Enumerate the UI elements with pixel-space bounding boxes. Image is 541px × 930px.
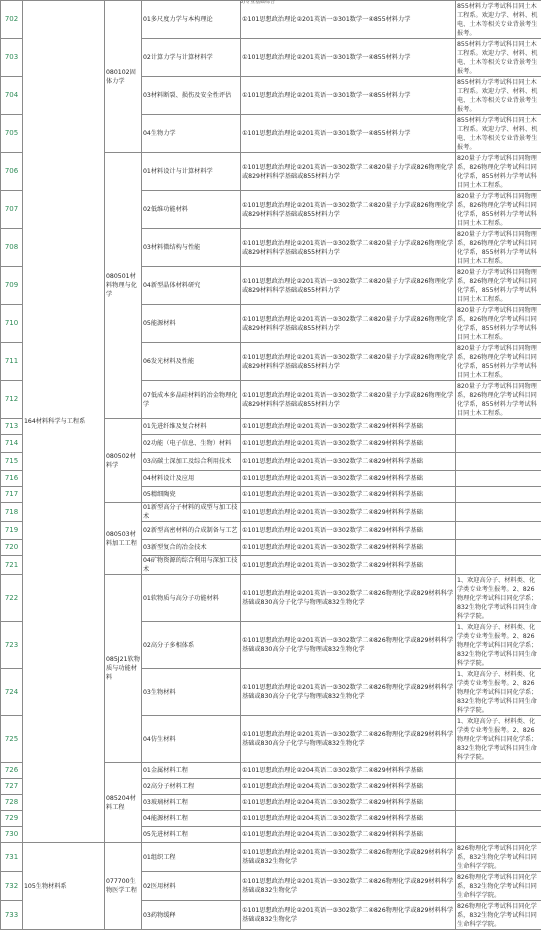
exam-subjects-cell: ①101思想政治理论②204英语二③302数学二④829材料科学基础 [241,827,456,843]
remarks-cell: 820量子力学考试科目同物理系，826物理化学考试科目同化学系，855材料力学考试科目同土木工程系。 [456,229,541,267]
research-direction-cell: 04材料设计及应用 [142,471,241,487]
exam-subjects-cell: ①101思想政治理论②201英语一③301数学一④855材料力学 [241,115,456,153]
exam-subjects-cell: ①101思想政治理论②204英语二③302数学二④829材料科学基础 [241,763,456,779]
remarks-cell: 820量子力学考试科目同物理系，826物理化学考试科目同化学系，855材料力学考试科目同土木工程系。 [456,343,541,381]
exam-subjects-cell: ①101思想政治理论②201英语一③301数学一④855材料力学 [241,1,456,39]
exam-subjects-cell: ①101思想政治理论②201英语一③302数学二④829材料科学基础 [241,503,456,522]
remarks-cell: 855材料力学考试科目同土木工程系。欢迎力学、材料、机电、土木等相关专业背景考生报考。 [456,77,541,115]
row-number: 723 [1,622,23,669]
row-number: 720 [1,540,23,556]
remarks-cell [456,522,541,540]
research-direction-cell: 07低成本多晶硅材料的冶金物理化学 [142,381,241,419]
research-direction-cell: 03材料断裂、损伤及安全性评估 [142,77,241,115]
research-direction-cell: 03材料微结构与性能 [142,229,241,267]
remarks-cell [456,795,541,811]
remarks-cell: 820量子力学考试科目同物理系，826物理化学考试科目同化学系，855材料力学考试科目同土木工程系。 [456,305,541,343]
remarks-cell: 826物理化学考试科目同化学系，832生物化学考试科目同生命科学学院。 [456,872,541,901]
remarks-cell: 820量子力学考试科目同物理系，826物理化学考试科目同化学系，855材料力学考试科目同土木工程系。 [456,267,541,305]
exam-subjects-cell: ①101思想政治理论②201英语一③302数学二④829材料科学基础 [241,471,456,487]
row-number: 714 [1,435,23,453]
exam-subjects-cell: ①101思想政治理论②201英语一③302数学二④826物理化学或829材料科学基础或832生物化学 [241,843,456,872]
major-cell: 080503材料加工工程 [105,503,142,575]
remarks-cell: 820量子力学考试科目同物理系，826物理化学考试科目同化学系，855材料力学考试科目同土木工程系。 [456,191,541,229]
research-direction-cell: 02低维功能材料 [142,191,241,229]
row-number: 731 [1,843,23,872]
department-cell: 164材料科学与工程系 [23,1,105,843]
exam-subjects-cell: ①101思想政治理论②201英语一③302数学二④826物理化学或829材料科学基础或830高分子化学与物理或832生物化学 [241,575,456,622]
table-row [1,843,541,872]
department-cell: 105生物材料系 [23,843,105,930]
remarks-cell: 855材料力学考试科目同土木工程系。欢迎力学、材料、机电、土木等相关专业背景考生报考。 [456,39,541,77]
remarks-cell [456,811,541,827]
exam-subjects-cell: ①101思想政治理论②201英语一③302数学二④826物理化学或829材料科学基础或830高分子化学与物理或832生物化学 [241,669,456,716]
row-number: 718 [1,503,23,522]
major-cell: 080502材料学 [105,419,142,503]
research-direction-cell: 01多尺度力学与本构理论 [142,1,241,39]
exam-subjects-cell: ①101思想政治理论②204英语二③302数学二④829材料科学基础 [241,811,456,827]
major-cell: 077700生物医学工程 [105,843,142,930]
research-direction-cell: 03玻璃材料工程 [142,795,241,811]
research-direction-cell: 02功能（电子信息、生物）材料 [142,435,241,453]
research-direction-cell: 04生物力学 [142,115,241,153]
research-direction-cell: 02计算力学与计算材料学 [142,39,241,77]
exam-subjects-cell: ①101思想政治理论②201英语一③302数学二④820量子力学或826物理化学或829材料科学基础或855材料力学 [241,153,456,191]
exam-subjects-cell: ①101思想政治理论②201英语一③302数学二④826物理化学或829材料科学基础或830高分子化学与物理或832生物化学 [241,716,456,763]
row-number: 704 [1,77,23,115]
row-number: 702 [1,1,23,39]
remarks-cell: 820量子力学考试科目同物理系，826物理化学考试科目同化学系，855材料力学考试科目同土木工程系。 [456,381,541,419]
row-number: 728 [1,795,23,811]
research-direction-cell: 04能源材料工程 [142,811,241,827]
research-direction-cell: 01先进纤维及复合材料 [142,419,241,435]
remarks-cell: 1、欢迎高分子、材料类、化学类专业考生报考。2、826物理化学考试科目同化学系；832生物化学考试科目同生命科学学院。 [456,622,541,669]
remarks-cell [456,556,541,575]
row-number: 711 [1,343,23,381]
row-number: 707 [1,191,23,229]
row-number: 725 [1,716,23,763]
remarks-cell: 1、欢迎高分子、材料类、化学类专业考生报考。2、826物理化学考试科目同化学系；832生物化学考试科目同生命科学学院。 [456,669,541,716]
remarks-cell: 826物理化学考试科目同化学系，832生物化学考试科目同生命科学学院。 [456,843,541,872]
remarks-cell [456,540,541,556]
row-number: 726 [1,763,23,779]
row-number: 712 [1,381,23,419]
research-direction-cell: 04仿生材料 [142,716,241,763]
row-number: 721 [1,556,23,575]
research-direction-cell: 05先进材料工程 [142,827,241,843]
row-number: 708 [1,229,23,267]
row-number: 722 [1,575,23,622]
research-direction-cell: 02高分子多相体系 [142,622,241,669]
major-cell: 085J21软物质与功能材料 [105,575,142,763]
row-number: 727 [1,779,23,795]
research-direction-cell: 02医用材料 [142,872,241,901]
research-direction-cell: 05精细陶瓷 [142,487,241,503]
remarks-cell: 826物理化学考试科目同化学系，832生物化学考试科目同生命科学学院。 [456,901,541,930]
row-number: 703 [1,39,23,77]
row-number: 732 [1,872,23,901]
research-direction-cell: 01金属材料工程 [142,763,241,779]
exam-subjects-cell: ①101思想政治理论②201英语一③302数学二④826物理化学或829材料科学基础或832生物化学 [241,901,456,930]
exam-subjects-cell: ①101思想政治理论②201英语一③302数学二④820量子力学或826物理化学或829材料科学基础或855材料力学 [241,267,456,305]
exam-subjects-cell: ①101思想政治理论②201英语一③302数学二④829材料科学基础 [241,435,456,453]
exam-subjects-cell: ①101思想政治理论②201英语一③302数学二④820量子力学或826物理化学或829材料科学基础或855材料力学 [241,343,456,381]
research-direction-cell: 03新型复合的冶金技术 [142,540,241,556]
row-number: 719 [1,522,23,540]
row-number: 705 [1,115,23,153]
research-direction-cell: 02新型高密材料的合成制备与工艺 [142,522,241,540]
remarks-cell: 855材料力学考试科目同土木工程系。欢迎力学、材料、机电、土木等相关专业背景考生报考。 [456,1,541,39]
exam-subjects-cell: ①101思想政治理论②204英语二③302数学二④829材料科学基础 [241,779,456,795]
research-direction-cell: 02高分子材料工程 [142,779,241,795]
remarks-cell: 1、欢迎高分子、材料类、化学类专业考生报考。2、826物理化学考试科目同化学系；832生物化学考试科目同生命科学学院。 [456,716,541,763]
remarks-cell [456,419,541,435]
remarks-cell [456,827,541,843]
row-number: 716 [1,471,23,487]
major-cell: 080501材料物理与化学 [105,153,142,419]
row-number: 713 [1,419,23,435]
row-number: 724 [1,669,23,716]
row-number: 729 [1,811,23,827]
remarks-cell: 1、欢迎高分子、材料类、化学类专业考生报考。2、826物理化学考试科目同化学系；832生物化学考试科目同生命科学学院。 [456,575,541,622]
row-number: 717 [1,487,23,503]
row-number: 733 [1,901,23,930]
row-number: 715 [1,453,23,471]
exam-subjects-cell: ①101思想政治理论②201英语一③302数学二④829材料科学基础 [241,419,456,435]
exam-subjects-cell: ①101思想政治理论②201英语一③302数学二④820量子力学或826物理化学或829材料科学基础或855材料力学 [241,381,456,419]
major-cell: 080102固体力学 [105,1,142,153]
table-row [1,1,541,39]
remarks-cell: 855材料力学考试科目同土木工程系。欢迎力学、材料、机电、土木等相关专业背景考生报考。 [456,115,541,153]
major-cell: 085204材料工程 [105,763,142,843]
exam-subjects-cell: ①101思想政治理论②201英语一③302数学二④826物理化学或829材料科学基础或830高分子化学与物理或832生物化学 [241,622,456,669]
exam-subjects-cell: ①101思想政治理论②201英语一③302数学二④820量子力学或826物理化学或829材料科学基础或855材料力学 [241,305,456,343]
exam-subjects-cell: ①101思想政治理论②201英语一③302数学二④820量子力学或826物理化学或829材料科学基础或855材料力学 [241,191,456,229]
remarks-cell [456,779,541,795]
row-number: 710 [1,305,23,343]
remarks-cell: 820量子力学考试科目同物理系，826物理化学考试科目同化学系，855材料力学考试科目同土木工程系。 [456,153,541,191]
research-direction-cell: 01材料设计与计算材料学 [142,153,241,191]
exam-subjects-cell: ①101思想政治理论②201英语一③302数学二④829材料科学基础 [241,522,456,540]
row-number: 730 [1,827,23,843]
exam-subjects-cell: ①101思想政治理论②201英语一③302数学二④820量子力学或826物理化学或829材料科学基础或855材料力学 [241,229,456,267]
remarks-cell [456,435,541,453]
research-direction-cell: 04矿物资源的综合利用与深加工技术 [142,556,241,575]
research-direction-cell: 05能源材料 [142,305,241,343]
row-number: 709 [1,267,23,305]
research-direction-cell: 01软物质与高分子功能材料 [142,575,241,622]
top-cut-text: 3)专业基础综合 [240,0,276,5]
exam-subjects-cell: ①101思想政治理论②201英语一③302数学二④826物理化学或829材料科学基础或832生物化学 [241,872,456,901]
remarks-cell [456,763,541,779]
exam-subjects-cell: ①101思想政治理论②201英语一③302数学二④829材料科学基础 [241,453,456,471]
remarks-cell [456,471,541,487]
exam-subjects-cell: ①101思想政治理论②201英语一③302数学二④829材料科学基础 [241,540,456,556]
exam-subjects-cell: ①101思想政治理论②204英语二③302数学二④829材料科学基础 [241,795,456,811]
exam-subjects-cell: ①101思想政治理论②201英语一③301数学一④855材料力学 [241,77,456,115]
remarks-cell [456,503,541,522]
research-direction-cell: 06发光材料及性能 [142,343,241,381]
row-number: 706 [1,153,23,191]
exam-subjects-cell: ①101思想政治理论②201英语一③302数学二④829材料科学基础 [241,487,456,503]
remarks-cell [456,487,541,503]
exam-subjects-cell: ①101思想政治理论②201英语一③301数学一④855材料力学 [241,39,456,77]
research-direction-cell: 03高碳土深加工及综合利用技术 [142,453,241,471]
exam-subjects-cell: ①101思想政治理论②201英语一③302数学二④829材料科学基础 [241,556,456,575]
research-direction-cell: 04新型晶体材料研究 [142,267,241,305]
remarks-cell [456,453,541,471]
research-direction-cell: 01组织工程 [142,843,241,872]
research-direction-cell: 01新型高分子材料的成型与加工技术 [142,503,241,522]
research-direction-cell: 03生物材料 [142,669,241,716]
research-direction-cell: 03药物缓释 [142,901,241,930]
